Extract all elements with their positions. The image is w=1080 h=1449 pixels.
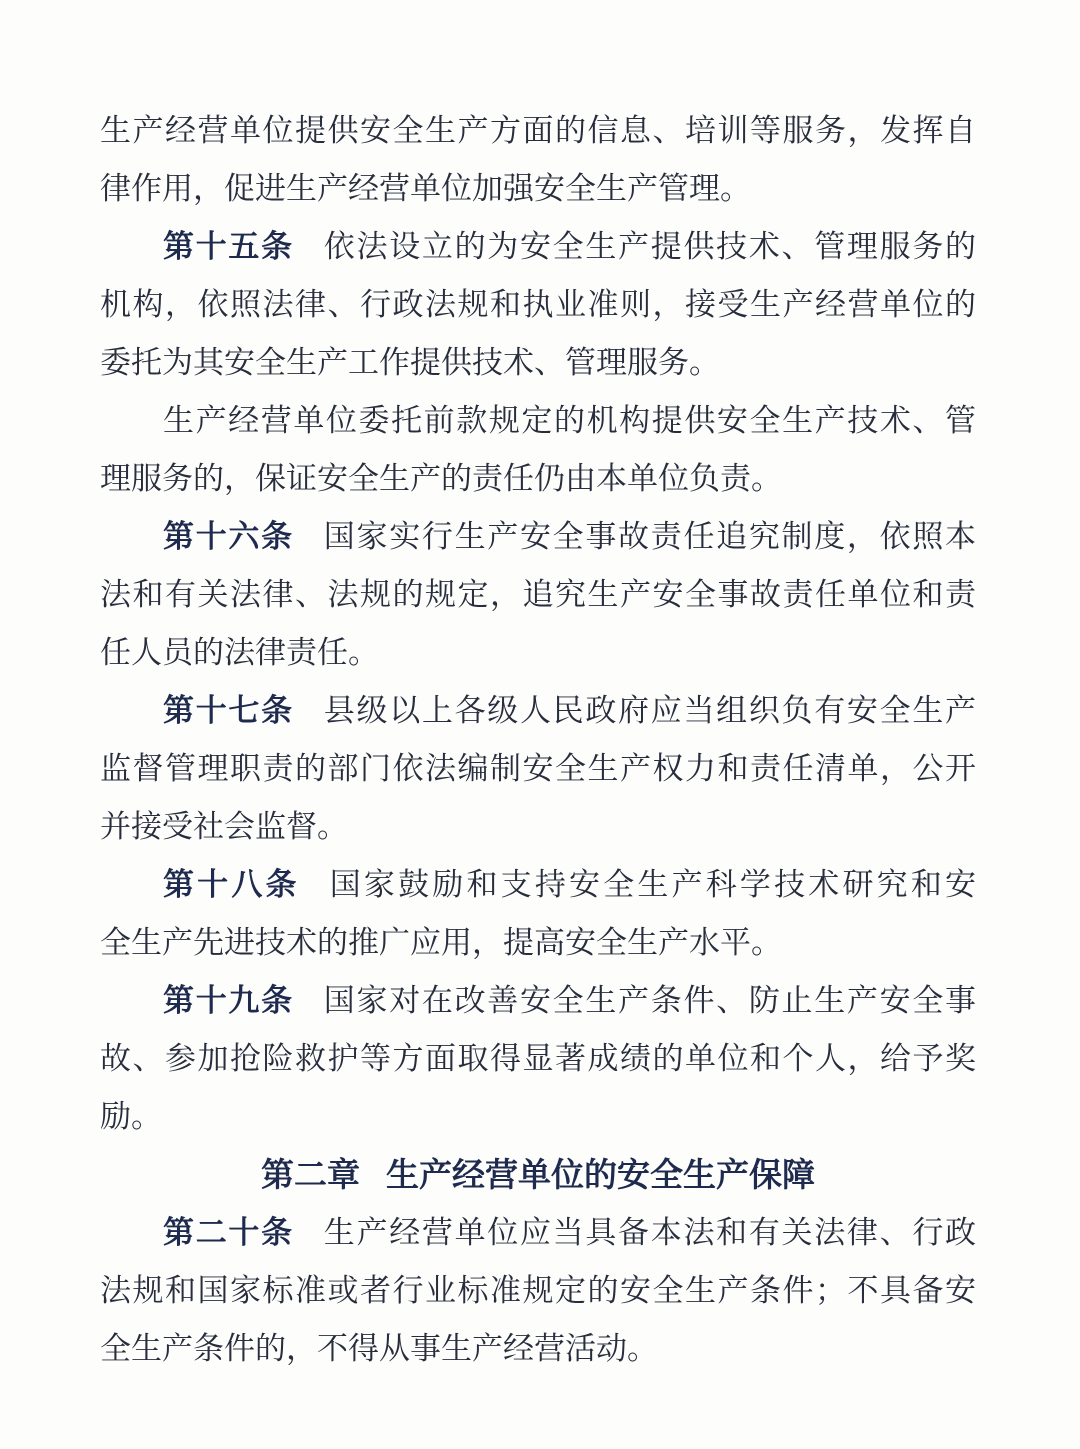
article-number-label: 第二十条 xyxy=(163,1215,294,1250)
chapter-heading xyxy=(100,1146,976,1204)
article-number-label: 第十九条 xyxy=(163,983,294,1018)
text-line-article-19 xyxy=(100,972,976,1030)
body-text: 全生产先进技术的推广应用，提高安全生产水平。 xyxy=(100,925,782,960)
text-line xyxy=(100,334,976,392)
body-text: 生产经营单位委托前款规定的机构提供安全生产技术、管 xyxy=(163,403,976,438)
body-text: 国家对在改善安全生产条件、防止生产安全事 xyxy=(323,983,977,1018)
body-text: 监督管理职责的部门依法编制安全生产权力和责任清单，公开 xyxy=(100,751,976,786)
legal-text-block xyxy=(100,102,976,1378)
body-text: 国家实行生产安全事故责任追究制度，依照本 xyxy=(323,519,977,554)
text-line-article-15 xyxy=(100,218,976,276)
text-line xyxy=(100,1088,976,1146)
body-text: 生产经营单位应当具备本法和有关法律、行政 xyxy=(323,1215,977,1250)
body-text: 委托为其安全生产工作提供技术、管理服务。 xyxy=(100,345,720,380)
body-text: 任人员的法律责任。 xyxy=(100,635,379,670)
text-line-article-17 xyxy=(100,682,976,740)
text-line xyxy=(100,276,976,334)
article-number-label: 第十八条 xyxy=(163,867,300,902)
text-line-article-18 xyxy=(100,856,976,914)
body-text: 励。 xyxy=(100,1099,162,1134)
text-line xyxy=(100,392,976,450)
text-line xyxy=(100,102,976,160)
body-text: 依法设立的为安全生产提供技术、管理服务的 xyxy=(323,229,977,264)
text-line xyxy=(100,740,976,798)
body-text: 国家鼓励和支持安全生产科学技术研究和安 xyxy=(329,867,977,902)
text-line-article-16 xyxy=(100,508,976,566)
text-line xyxy=(100,566,976,624)
text-line xyxy=(100,914,976,972)
text-line xyxy=(100,160,976,218)
text-line xyxy=(100,1030,976,1088)
body-text: 律作用，促进生产经营单位加强安全生产管理。 xyxy=(100,171,751,206)
body-text: 全生产条件的，不得从事生产经营活动。 xyxy=(100,1331,658,1366)
body-text: 生产经营单位提供安全生产方面的信息、培训等服务，发挥自 xyxy=(100,113,976,148)
body-text: 县级以上各级人民政府应当组织负有安全生产 xyxy=(323,693,977,728)
body-text: 故、参加抢险救护等方面取得显著成绩的单位和个人，给予奖 xyxy=(100,1041,976,1076)
text-line xyxy=(100,450,976,508)
chapter-number-label: 第二章 xyxy=(261,1156,360,1193)
body-text: 机构，依照法律、行政法规和执业准则，接受生产经营单位的 xyxy=(100,287,976,322)
text-line-article-20 xyxy=(100,1204,976,1262)
article-number-label: 第十五条 xyxy=(163,229,294,264)
article-number-label: 第十七条 xyxy=(163,693,294,728)
article-number-label: 第十六条 xyxy=(163,519,294,554)
text-line xyxy=(100,1320,976,1378)
body-text: 理服务的，保证安全生产的责任仍由本单位负责。 xyxy=(100,461,782,496)
text-line xyxy=(100,798,976,856)
chapter-title: 生产经营单位的安全生产保障 xyxy=(386,1156,815,1193)
text-line xyxy=(100,624,976,682)
body-text: 法规和国家标准或者行业标准规定的安全生产条件；不具备安 xyxy=(100,1273,976,1308)
body-text: 并接受社会监督。 xyxy=(100,809,348,844)
body-text: 法和有关法律、法规的规定，追究生产安全事故责任单位和责 xyxy=(100,577,976,612)
text-line xyxy=(100,1262,976,1320)
